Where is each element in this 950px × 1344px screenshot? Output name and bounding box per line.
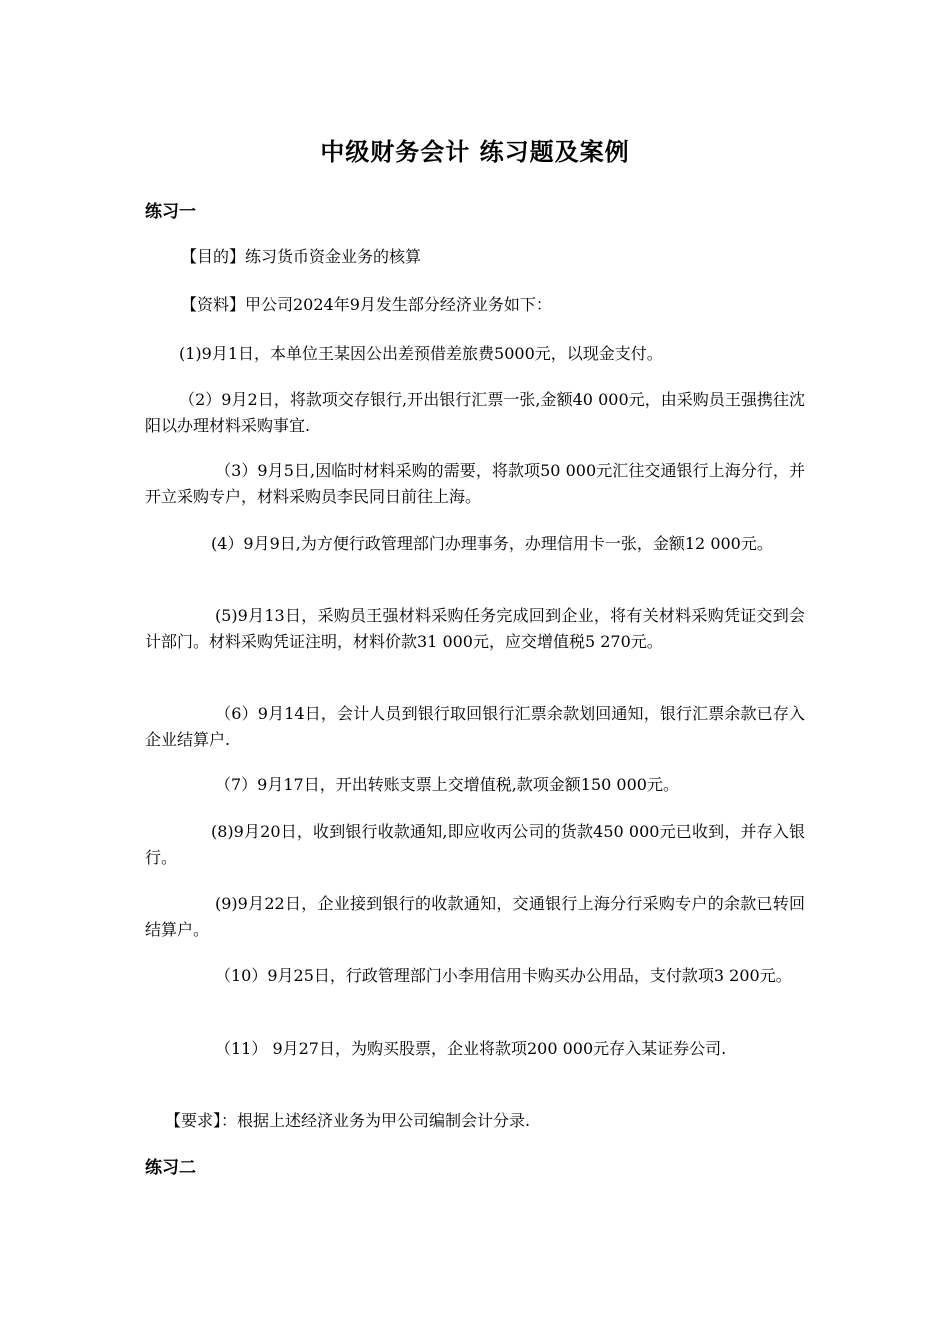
list-item-text: (5)9月13日，采购员王强材料采购任务完成回到企业，将有关材料采购凭证交到会计部门。材料采购凭证注明，材料价款31 000元，应交增值税5 270元。	[145, 606, 805, 651]
list-item-text: （7）9月17日，开出转账支票上交增值税,款项金额150 000元。	[215, 775, 679, 794]
section-heading-exercise-1: 练习一	[145, 202, 196, 222]
section-heading-exercise-2: 练习二	[145, 1158, 196, 1178]
requirement-text: 【要求】：根据上述经济业务为甲公司编制会计分录.	[165, 1111, 531, 1130]
list-item-text: （10）9月25日，行政管理部门小李用信用卡购买办公用品，支付款项3 200元。	[215, 966, 792, 985]
list-item	[145, 772, 805, 798]
list-item-text: (9)9月22日，企业接到银行的收款通知，交通银行上海分行采购专户的余款已转回结算户。	[145, 894, 805, 939]
list-item	[145, 603, 805, 655]
list-item-text: (8)9月20日，收到银行收款通知,即应收丙公司的货款450 000元已收到，并存入银行。	[145, 822, 805, 867]
list-item	[145, 531, 805, 557]
purpose-paragraph	[145, 244, 805, 270]
purpose-text: 【目的】练习货币资金业务的核算	[181, 247, 422, 266]
list-item-text: (4）9月9日,为方便行政管理部门办理事务，办理信用卡一张，金额12 000元。	[211, 534, 773, 553]
list-item	[145, 963, 805, 989]
list-item	[145, 458, 805, 510]
document-title: 中级财务会计 练习题及案例	[320, 138, 630, 166]
list-item	[145, 701, 805, 753]
material-text: 【资料】甲公司2024年9月发生部分经济业务如下：	[181, 295, 552, 314]
list-item	[145, 1036, 805, 1062]
list-item	[145, 387, 805, 439]
requirement-paragraph	[145, 1108, 805, 1134]
list-item-text: (1)9月1日，本单位王某因公出差预借差旅费5000元，以现金支付。	[179, 344, 663, 363]
list-item-text: （3）9月5日,因临时材料采购的需要，将款项50 000元汇往交通银行上海分行，并开立采购专户，材料采购员李民同日前往上海。	[145, 461, 805, 506]
list-item	[145, 341, 805, 367]
list-item-text: （11） 9月27日，为购买股票，企业将款项200 000元存入某证券公司.	[215, 1039, 727, 1058]
material-paragraph	[145, 292, 805, 318]
list-item	[145, 891, 805, 943]
list-item-text: （6）9月14日，会计人员到银行取回银行汇票余款划回通知，银行汇票余款已存入企业结算户.	[145, 704, 805, 749]
list-item-text: （2）9月2日，将款项交存银行,开出银行汇票一张,金额40 000元，由采购员王强携往沈阳以办理材料采购事宜.	[145, 390, 805, 435]
list-item	[145, 819, 805, 871]
